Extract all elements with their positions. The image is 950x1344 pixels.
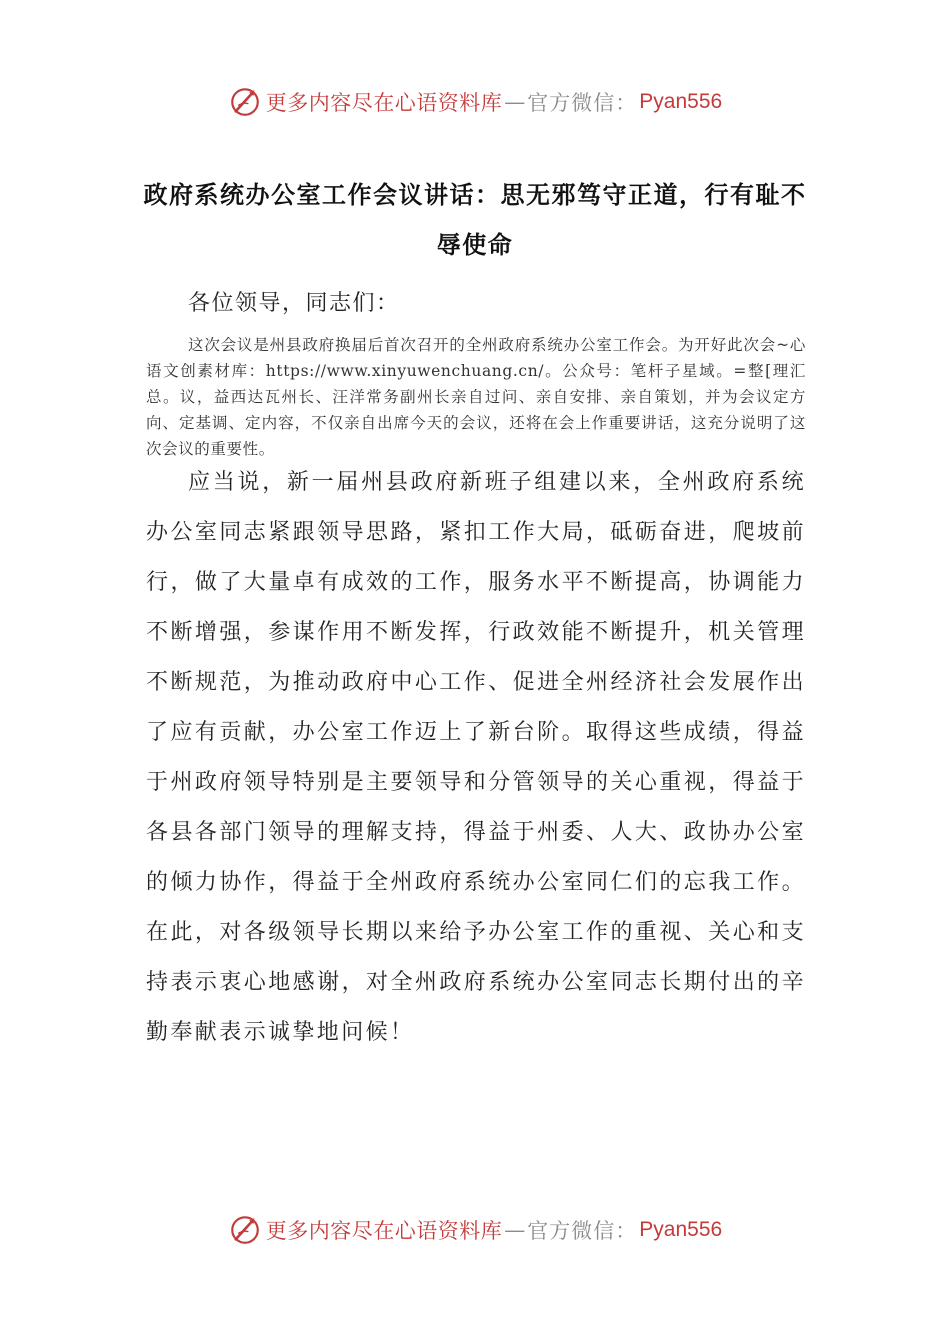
main-paragraph: 应当说，新一届州县政府新班子组建以来，全州政府系统办公室同志紧跟领导思路，紧扣工作大局，砥砺奋进，爬坡前行，做了大量卓有成效的工作，服务水平不断提高，协调能力不断增强，参谋作用不断发挥，行政效能不断提升，机关管理不断规范，为推动政府中心工作、促进全州经济社会发展作出了应有贡献，办公室工作迈上了新台阶。取得这些成绩，得益于州政府领导特别是主要领导和分管领导的关心重视，得益于各县各部门领导的理解支持，得益于州委、人大、政协办公室的倾力协作，得益于全州政府系统办公室同仁们的忘我工作。在此，对各级领导长期以来给予办公室工作的重视、关心和支持表示衷心地感谢，对全州政府系统办公室同志长期付出的辛勤奉献表示诚挚地问候！ [146, 470, 806, 1045]
banner-dash: — [504, 1218, 526, 1242]
banner-official-label: 官方微信： [527, 1219, 638, 1243]
pen-logo-icon [228, 85, 262, 119]
banner-wechat-id: Pyan556 [639, 90, 723, 113]
greeting: 各位领导，同志们： [188, 291, 400, 316]
document-title: 政府系统办公室工作会议讲话：思无邪笃守正道，行有耻不辱使命 [143, 181, 807, 259]
footer-watermark-banner [0, 1208, 950, 1252]
banner-dash: — [504, 90, 526, 114]
banner-brand-text: 更多内容尽在心语资料库 [265, 91, 503, 115]
banner-wechat-id: Pyan556 [639, 1218, 723, 1241]
banner-brand-text: 更多内容尽在心语资料库 [265, 1219, 503, 1243]
pen-logo-icon [228, 1213, 262, 1247]
header-watermark-banner [0, 80, 950, 124]
intro-paragraph: 这次会议是州县政府换届后首次召开的全州政府系统办公室工作会。为开好此次会~心语文创素材库：https://www.xinyuwenchuang.cn/。公众号：笔杆子星域。=整[理汇总。议，益西达瓦州长、汪洋常务副州长亲自过问、亲自安排、亲自策划，并为会议定方向、定基调、定内容，不仅亲自出席今天的会议，还将在会上作重要讲话，这充分说明了这次会议的重要性。 [146, 336, 806, 458]
banner-official-label: 官方微信： [527, 91, 638, 115]
